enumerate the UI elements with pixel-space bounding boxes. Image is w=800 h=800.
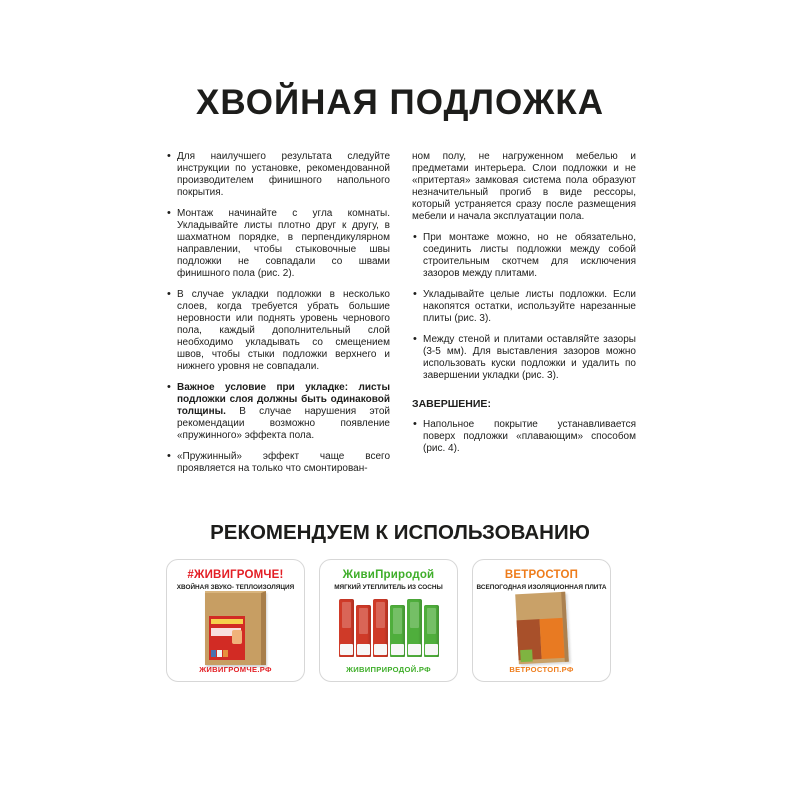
list-item: • Между стеной и плитами оставляйте зазоры (3-5 мм). Для выставления зазоров можно использовать куски подложки и удалить по завершении укладки (рис. 3).	[412, 334, 636, 382]
product-cards	[166, 559, 611, 682]
list-item: • Напольное покрытие устанавливается поверх подложки «плавающим» способом (рис. 4).	[412, 419, 636, 455]
product-image	[173, 591, 298, 665]
product-card-vetrostop	[472, 559, 611, 682]
instructions-columns	[166, 151, 636, 484]
product-image	[326, 591, 451, 665]
right-column	[412, 151, 636, 484]
product-site-link[interactable]: ВЕТРОСТОП.РФ	[509, 665, 574, 674]
list-item: • Укладывайте целые листы подложки. Если накопятся остатки, используйте нарезанные плиты (рис. 3).	[412, 289, 636, 325]
product-title: ВЕТРОСТОП	[504, 569, 579, 581]
recommend-heading: РЕКОМЕНДУЕМ К ИСПОЛЬЗОВАНИЮ	[210, 521, 590, 544]
product-title: #ЖИВИГРОМЧЕ!	[187, 569, 284, 581]
list-item: • В случае укладки подложки в несколько слоев, когда требуется убрать большие неровности или поднять уровень чернового пола, каждый дополнительный слой необходимо укладывать со смещением швов, чтобы стыки подложки верхнего и нижнего уровня не совпадали.	[166, 289, 390, 373]
paragraph-continuation: ном полу, не нагруженном мебелью и предметами интерьера. Слои подложки и не «притертая» замковая система пола образуют незначительный прогиб в виде рессоры, который устраняется сразу после размещения мебели и начала эксплуатации пола.	[412, 151, 636, 222]
kraft-board-graphic	[205, 591, 266, 665]
product-subtitle: ВСЕПОГОДНАЯ ИЗОЛЯЦИОННАЯ ПЛИТА	[476, 584, 607, 591]
product-card-zhiviprirodoy	[319, 559, 458, 682]
list-item: • Для наилучшего результата следуйте инструкции по установке, рекомендованной производителем финишного напольного покрытия.	[166, 151, 390, 199]
product-card-zhivigromche	[166, 559, 305, 682]
list-item: • Монтаж начинайте с угла комнаты. Укладывайте листы плотно друг к другу, в шахматном порядке, в перпендикулярном направлении, чтобы стыковочные швы подложки не совпадали со швами финишного пола (рис. 2).	[166, 208, 390, 280]
red-label-graphic	[209, 616, 245, 660]
left-column	[166, 151, 390, 484]
product-image	[479, 591, 604, 665]
product-subtitle: МЯГКИЙ УТЕПЛИТЕЛЬ ИЗ СОСНЫ	[334, 584, 443, 591]
list-item: • При монтаже можно, но не обязательно, соединить листы подложки между собой строительным скотчем для исключения зазоров между плитами.	[412, 232, 636, 280]
insulation-packs-graphic	[339, 599, 439, 657]
list-item: • «Пружинный» эффект чаще всего проявляется на только что смонтирован-	[166, 451, 390, 475]
page-title: ХВОЙНАЯ ПОДЛОЖКА	[195, 83, 604, 122]
completion-heading: ЗАВЕРШЕНИЕ:	[412, 398, 491, 410]
product-subtitle: ХВОЙНАЯ ЗВУКО- ТЕПЛОИЗОЛЯЦИЯ	[176, 584, 295, 591]
product-site-link[interactable]: ЖИВИГРОМЧЕ.РФ	[199, 665, 272, 674]
product-site-link[interactable]: ЖИВИПРИРОДОЙ.РФ	[346, 665, 431, 674]
product-title: ЖивиПриродой	[342, 569, 435, 581]
list-item: • Важное условие при укладке: листы подложки слоя должны быть одинаковой толщины. В случае нарушения этой рекомендации возможно появление «пружинного» эффекта пола.	[166, 382, 390, 442]
kraft-board-graphic	[515, 592, 569, 665]
